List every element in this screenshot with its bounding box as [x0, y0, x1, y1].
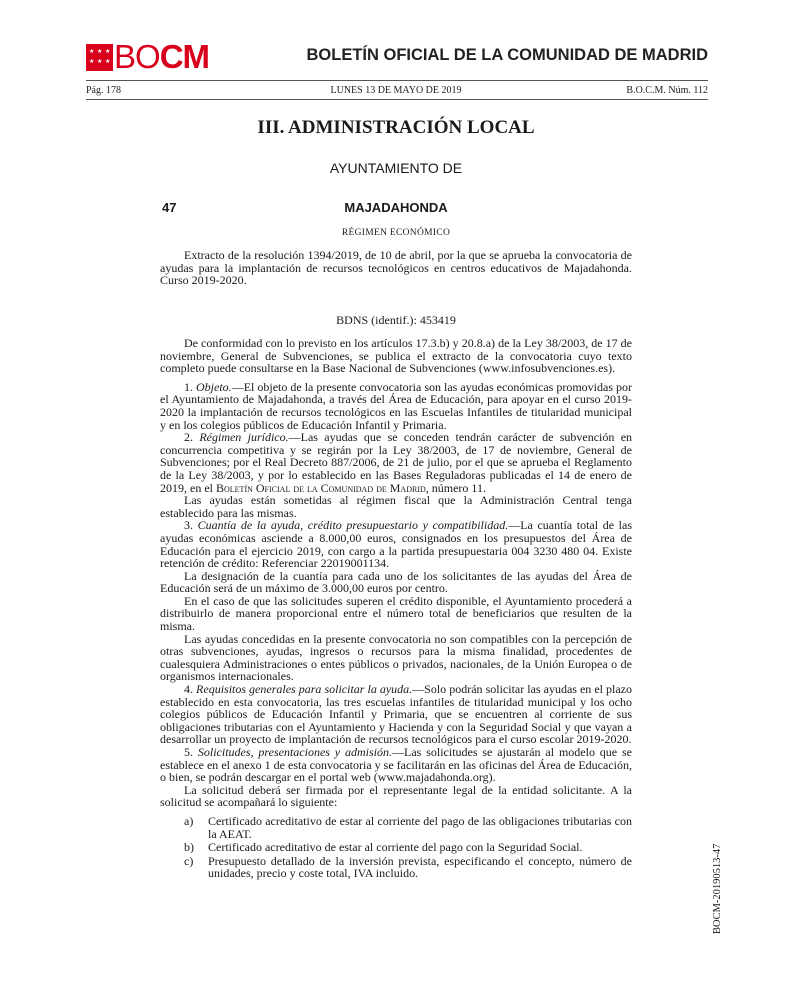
article-5: 5. Solicitudes, presentaciones y admisión.—Las solicitudes se ajustarán al modelo que se establece en el anexo 1 de esta convocatoria y se facilitarán en las oficinas del Área de Educación, o bien, se podrán descargar en el portal web (www.majadahonda.org). — [160, 745, 632, 785]
issue-number: B.O.C.M. Núm. 112 — [626, 85, 708, 96]
article-3-paragraph-3: En el caso de que las solicitudes superen el crédito disponible, el Ayuntamiento procederá a distribuirlo de manera proporcional entre el número total de beneficiarios que resulten de la misma. — [160, 593, 632, 634]
article-4: 4. Requisitos generales para solicitar la ayuda.—Solo podrán solicitar las ayudas en el plazo establecido en esta convocatoria, las tres escuelas infantiles de titularidad municipal y los ocho colegios públicos de Educación Infantil y Primaria, que se encuentren al corriente de sus obligaciones tributarias con el Ayuntamiento y Hacienda y con la Seguridad Social y que vayan a desarrollar un proyecto de implantación de recursos tecnológicos para el curso escolar 2019-2020. — [160, 682, 632, 747]
abstract — [160, 249, 632, 287]
madrid-stars-logo-icon: ★ ★ ★ ★ ★ ★ — [86, 44, 113, 71]
bocm-logo — [86, 40, 209, 74]
requirements-list — [160, 815, 632, 880]
header-rule-bottom — [86, 99, 708, 100]
side-reference-code: BOCM-20190513-47 — [712, 843, 723, 934]
entity-heading: AYUNTAMIENTO DE — [329, 160, 463, 176]
bulletin-title: BOLETÍN OFICIAL DE LA COMUNIDAD DE MADRID — [306, 46, 708, 64]
intro-paragraph: De conformidad con lo previsto en los artículos 17.3.b) y 20.8.a) de la Ley 38/2003, de 17 de noviembre, General de Subvenciones, se publica el extracto de la convocatoria cuyo texto completo puede consultarse en la Base Nacional de Subvenciones (www.infosubvenciones.es). — [160, 336, 632, 376]
article-3-paragraph-2: La designación de la cuantía para cada uno de los solicitantes de las ayudas del Área de Educación será de un máximo de 3.000,00 euros por centro. — [160, 568, 632, 596]
article-2-paragraph-2: Las ayudas están sometidas al régimen fiscal que la Administración Central tenga establecido para las mismas. — [160, 493, 632, 520]
section-title: III. ADMINISTRACIÓN LOCAL — [257, 117, 535, 138]
article-3-paragraph-4: Las ayudas concedidas en la presente convocatoria no son compatibles con la percepción de otras subvenciones, ayudas, ingresos o recursos para la misma finalidad, procedentes de cualesquiera Administraciones o entes públicos o privados, nacionales, de la Unión Europea o de organismos internacionales. — [160, 631, 632, 684]
header-rule-top — [86, 80, 708, 81]
bdns-identifier: BDNS (identif.): 453419 — [336, 313, 456, 327]
document-body — [160, 337, 632, 881]
entry-number: 47 — [162, 200, 177, 215]
page-number: Pág. 178 — [86, 85, 121, 96]
list-item: a) Certificado acreditativo de estar al corriente del pago de las obligaciones tributarias con la AEAT. — [184, 813, 632, 841]
article-3: 3. Cuantía de la ayuda, crédito presupuestario y compatibilidad.—La cuantía total de las ayudas económicas asciende a 8.000,00 euros, consignados en los presupuestos del Área de Educación para el ejercicio 2019, con cargo a la partida presupuestaria 004 3230 480 04. Existe retención de crédito: Referenciar 22019001134. — [160, 518, 632, 571]
article-5-paragraph-2: La solicitud deberá ser firmada por el representante legal de la entidad solicitante. A la solicitud se acompañará lo siguiente: — [160, 782, 632, 810]
article-2: 2. Régimen jurídico.—Las ayudas que se conceden tendrán carácter de subvención en concurrencia competitiva y se regirán por la Ley 38/2003, de 17 de noviembre, General de Subvenciones; por el Real Decreto 887/2006, de 21 de julio, por el que se aprueba el Reglamento de la Ley 38/2003, y por lo establecido en las Bases Reguladoras publicadas el 14 de enero de 2019, en el Boletín Oficial de la Comunidad de Madrid, número 11. — [160, 430, 633, 495]
area-heading: RÉGIMEN ECONÓMICO — [341, 228, 451, 238]
abstract-text: Extracto de la resolución 1394/2019, de 10 de abril, por la que se aprueba la convocatoria de ayudas para la implantación de recursos tecnológicos en centros educativos de Majadahonda. Curso 2019-2020. — [160, 248, 632, 288]
publication-date: LUNES 13 DE MAYO DE 2019 — [330, 85, 462, 96]
article-1: 1. Objeto.—El objeto de la presente convocatoria son las ayudas económicas promovidas por el Ayuntamiento de Majadahonda, a través del Área de Educación, para apoyar en el curso 2019-2020 la implantación de recursos tecnológicos en las Escuelas Infantiles de titularidad municipal y en los colegios públicos de Educación Infantil y Primaria. — [160, 379, 633, 432]
list-item: b) Certificado acreditativo de estar al corriente del pago con la Seguridad Social. — [184, 840, 583, 855]
logo-wordmark: BOCM — [114, 38, 210, 75]
municipality-name: MAJADAHONDA — [344, 200, 448, 215]
list-item: c) Presupuesto detallado de la inversión prevista, especificando el concepto, número de unidades, precio y coste total, IVA incluido. — [184, 853, 632, 881]
